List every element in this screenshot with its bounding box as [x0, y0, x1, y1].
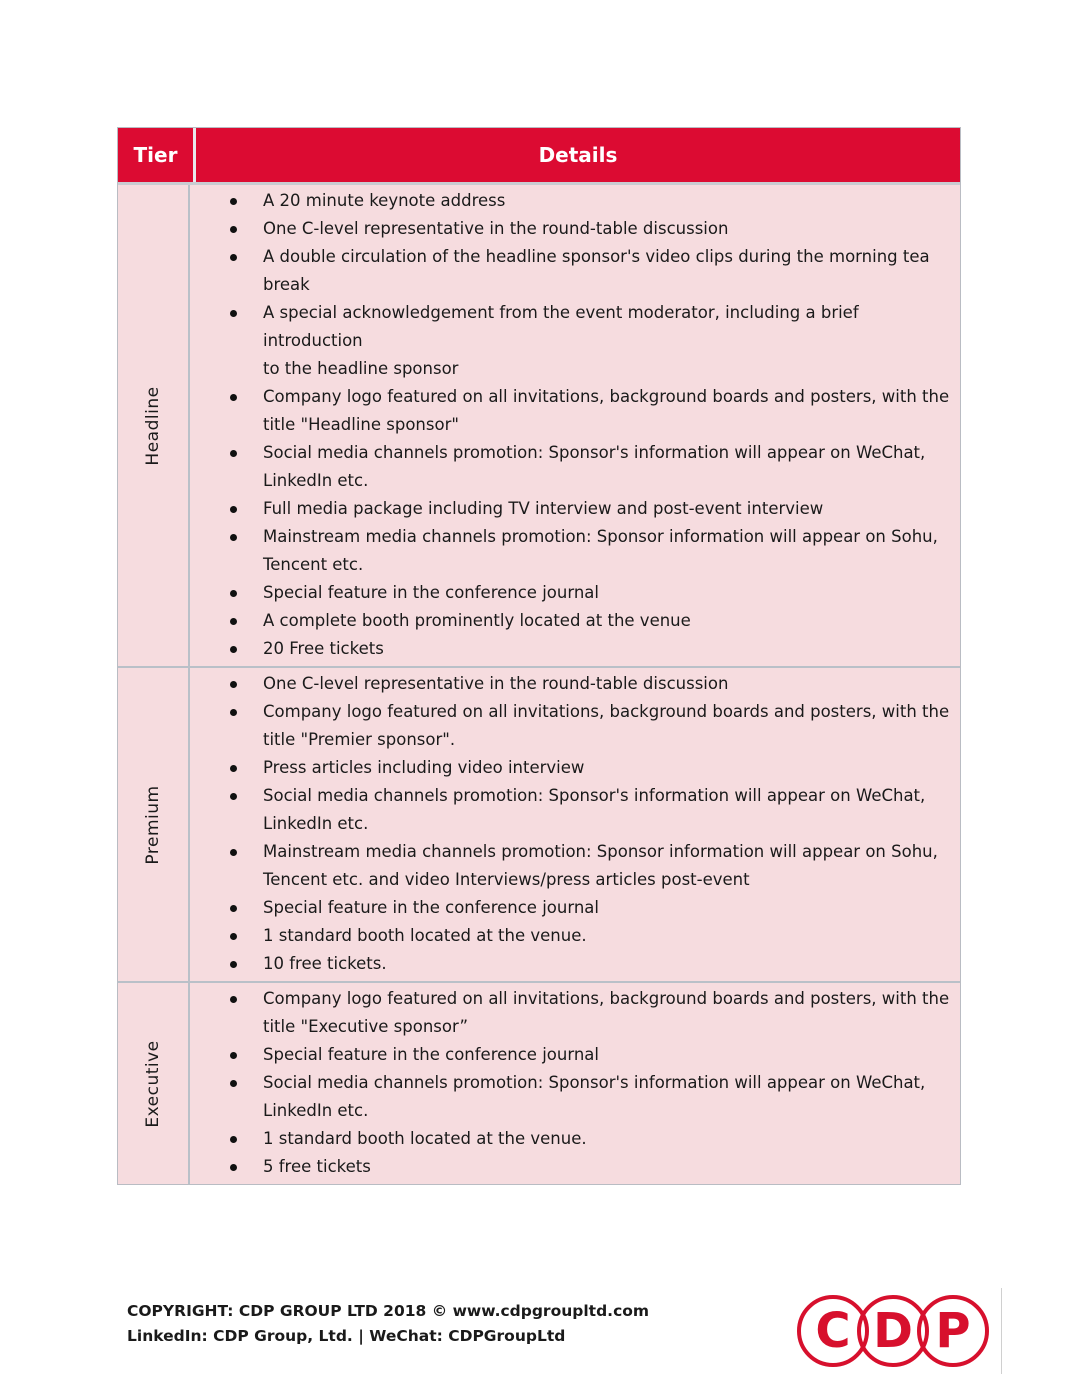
sponsorship-table	[117, 127, 961, 1185]
bullet-icon	[230, 961, 237, 968]
list-item-text: A special acknowledgement from the event moderator, including a brief introduction to the headline sponsor	[263, 303, 859, 378]
list-item	[190, 950, 950, 978]
logo-letter-c: C	[815, 1303, 851, 1359]
bullet-icon	[230, 681, 237, 688]
cdp-logo	[796, 1293, 990, 1369]
bullet-icon	[230, 1164, 237, 1171]
bullet-icon	[230, 793, 237, 800]
list-item	[190, 299, 950, 383]
benefits-list	[190, 670, 950, 978]
bullet-icon	[230, 933, 237, 940]
list-item	[190, 243, 950, 299]
bullet-icon	[230, 506, 237, 513]
tier-row-premium	[118, 666, 960, 981]
details-cell	[190, 185, 960, 666]
bullet-icon	[230, 765, 237, 772]
bullet-icon	[230, 198, 237, 205]
bullet-icon	[230, 709, 237, 716]
table-body	[118, 185, 960, 1184]
benefits-list	[190, 985, 950, 1181]
tier-cell	[118, 983, 190, 1184]
list-item-text: 5 free tickets	[263, 1157, 371, 1176]
list-item-text: 1 standard booth located at the venue.	[263, 926, 587, 945]
tier-cell	[118, 185, 190, 666]
bullet-icon	[230, 254, 237, 261]
list-item	[190, 1069, 950, 1125]
list-item-text: Social media channels promotion: Sponsor's information will appear on WeChat, LinkedIn etc.	[263, 786, 926, 833]
bullet-icon	[230, 226, 237, 233]
list-item	[190, 1041, 950, 1069]
list-item-text: One C-level representative in the round-table discussion	[263, 219, 729, 238]
tier-row-executive	[118, 981, 960, 1184]
list-item-text: 10 free tickets.	[263, 954, 387, 973]
list-item-text: Social media channels promotion: Sponsor's information will appear on WeChat, LinkedIn etc.	[263, 443, 926, 490]
contact-line: LinkedIn: CDP Group, Ltd. | WeChat: CDPGroupLtd	[127, 1327, 566, 1345]
list-item	[190, 635, 950, 663]
list-item-text: Company logo featured on all invitations, background boards and posters, with the title "Premier sponsor".	[263, 702, 950, 749]
list-item	[190, 1125, 950, 1153]
bullet-icon	[230, 310, 237, 317]
tier-cell	[118, 668, 190, 981]
list-item	[190, 782, 950, 838]
details-cell	[190, 983, 960, 1184]
list-item-text: Special feature in the conference journal	[263, 583, 599, 602]
list-item	[190, 754, 950, 782]
list-item	[190, 1153, 950, 1181]
list-item	[190, 215, 950, 243]
tier-column-header: Tier	[118, 128, 196, 182]
bullet-icon	[230, 996, 237, 1003]
bullet-icon	[230, 905, 237, 912]
bullet-icon	[230, 646, 237, 653]
bullet-icon	[230, 534, 237, 541]
list-item-text: Mainstream media channels promotion: Sponsor information will appear on Sohu, Tencent etc. and video Interviews/press articles post-event	[263, 842, 938, 889]
list-item	[190, 894, 950, 922]
list-item-text: Special feature in the conference journal	[263, 898, 599, 917]
list-item	[190, 187, 950, 215]
bullet-icon	[230, 1136, 237, 1143]
benefits-list	[190, 187, 950, 663]
list-item	[190, 495, 950, 523]
logo-letter-p: P	[935, 1303, 971, 1359]
list-item	[190, 439, 950, 495]
list-item-text: A complete booth prominently located at the venue	[263, 611, 691, 630]
list-item-text: 20 Free tickets	[263, 639, 384, 658]
list-item	[190, 383, 950, 439]
divider-line	[1001, 1288, 1002, 1374]
bullet-icon	[230, 849, 237, 856]
list-item	[190, 985, 950, 1041]
list-item-text: One C-level representative in the round-table discussion	[263, 674, 729, 693]
bullet-icon	[230, 450, 237, 457]
bullet-icon	[230, 394, 237, 401]
list-item-text: Press articles including video interview	[263, 758, 585, 777]
tier-label: Headline	[143, 385, 163, 466]
details-column-header: Details	[538, 143, 618, 167]
list-item	[190, 698, 950, 754]
copyright-line: COPYRIGHT: CDP GROUP LTD 2018 © www.cdpgroupltd.com	[127, 1302, 650, 1320]
logo-letter-d: D	[873, 1303, 913, 1359]
tier-row-headline	[118, 185, 960, 666]
list-item-text: A double circulation of the headline sponsor's video clips during the morning tea break	[263, 247, 930, 294]
table-header	[118, 128, 960, 185]
list-item-text: Special feature in the conference journal	[263, 1045, 599, 1064]
bullet-icon	[230, 1052, 237, 1059]
list-item	[190, 579, 950, 607]
list-item-text: Full media package including TV interview and post-event interview	[263, 499, 824, 518]
list-item	[190, 523, 950, 579]
list-item-text: Mainstream media channels promotion: Sponsor information will appear on Sohu, Tencent etc.	[263, 527, 938, 574]
list-item-text: Social media channels promotion: Sponsor's information will appear on WeChat, LinkedIn etc.	[263, 1073, 926, 1120]
list-item-text: Company logo featured on all invitations, background boards and posters, with the title "Headline sponsor"	[263, 387, 950, 434]
list-item	[190, 607, 950, 635]
list-item	[190, 922, 950, 950]
list-item-text: A 20 minute keynote address	[263, 191, 506, 210]
tier-label: Premium	[143, 784, 163, 865]
list-item	[190, 838, 950, 894]
list-item	[190, 670, 950, 698]
bullet-icon	[230, 590, 237, 597]
list-item-text: Company logo featured on all invitations, background boards and posters, with the title "Executive sponsor”	[263, 989, 950, 1036]
bullet-icon	[230, 618, 237, 625]
footer	[127, 1299, 649, 1349]
details-cell	[190, 668, 960, 981]
bullet-icon	[230, 1080, 237, 1087]
tier-label: Executive	[143, 1039, 163, 1128]
list-item-text: 1 standard booth located at the venue.	[263, 1129, 587, 1148]
